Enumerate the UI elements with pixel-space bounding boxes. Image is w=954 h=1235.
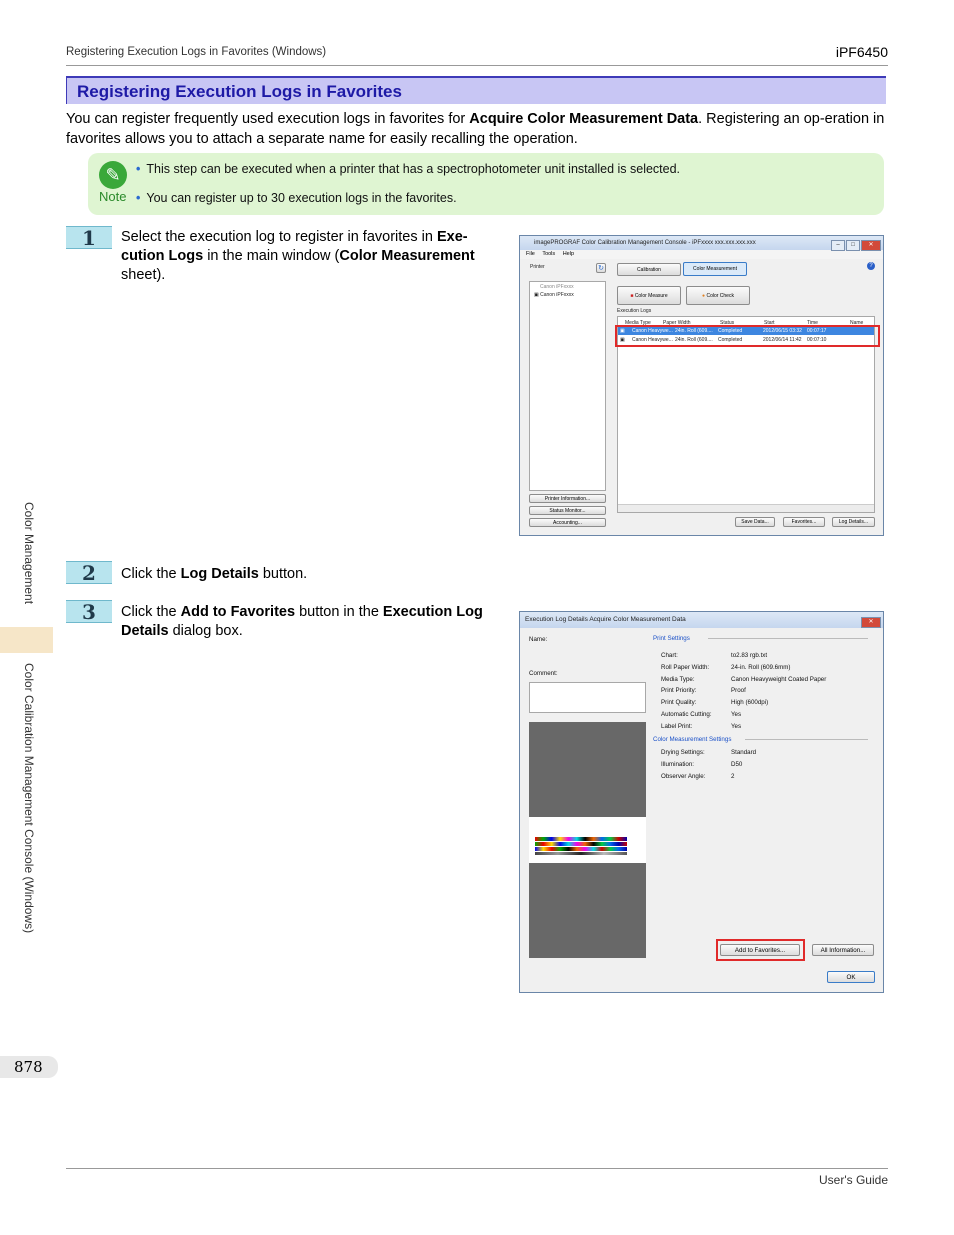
add-to-favorites-button[interactable]: Add to Favorites... — [720, 944, 800, 956]
button-label: Color Measure — [634, 293, 668, 299]
cell: Completed — [718, 337, 743, 343]
printer-information-button[interactable]: Printer Information... — [529, 494, 606, 503]
color-measurement-settings-heading: Color Measurement Settings — [653, 736, 732, 743]
refresh-icon[interactable]: ↻ — [596, 263, 606, 273]
menu-bar — [520, 250, 883, 259]
header-rule — [66, 65, 888, 66]
pencil-icon: ✎ — [99, 161, 127, 189]
step-text-part: sheet). — [121, 267, 166, 283]
step-text-part: button. — [258, 566, 308, 582]
step-3-text — [121, 603, 503, 641]
color-check-icon: ● — [702, 293, 706, 299]
model-name: iPF6450 — [835, 44, 888, 60]
horizontal-scrollbar[interactable] — [618, 504, 874, 512]
setting-value: Standard — [731, 749, 757, 756]
dialog-title-bar — [520, 612, 883, 628]
cell: 00:07:17 — [807, 328, 827, 334]
window-controls — [860, 614, 881, 630]
footer-rule — [66, 1168, 888, 1169]
step-2-text — [121, 565, 503, 584]
setting-label: Chart: — [661, 652, 678, 659]
comment-field[interactable] — [529, 682, 646, 713]
log-details-dialog-screenshot — [519, 611, 884, 993]
color-strip — [535, 842, 627, 846]
printer-icon: ▣ — [534, 292, 539, 298]
setting-label: Label Print: — [661, 722, 693, 730]
minimize-icon[interactable]: – — [831, 240, 845, 251]
step-bold: Exe-cution Logs — [121, 229, 468, 264]
dialog-title: Execution Log Details Acquire Color Measurement Data — [525, 616, 686, 623]
tab-color-measurement[interactable]: Color Measurement — [683, 262, 747, 276]
print-settings-values — [731, 650, 826, 733]
preview-image-bottom — [529, 863, 646, 958]
cell: Canon Heavywe... — [632, 337, 673, 343]
cell: Completed — [718, 328, 743, 334]
color-settings-labels — [661, 747, 705, 782]
help-icon[interactable]: ? — [867, 262, 875, 270]
all-information-button[interactable]: All Information... — [812, 944, 874, 956]
note-item-text: You can register up to 30 execution logs in the favorites. — [146, 191, 457, 205]
column-header[interactable]: Name — [850, 320, 864, 326]
name-label: Name: — [529, 636, 548, 643]
setting-value: 24-in. Roll (609.6mm) — [731, 663, 791, 671]
window-title-bar — [520, 236, 883, 250]
note-item — [136, 162, 680, 176]
step-number: 3 — [66, 600, 112, 623]
color-measure-button[interactable] — [617, 286, 681, 305]
cell: 2012/06/14 11:42 — [763, 337, 802, 343]
setting-label: Print Priority: — [661, 687, 697, 695]
page-number: 878 — [0, 1056, 58, 1078]
setting-value: Proof — [731, 687, 746, 695]
ok-button[interactable]: OK — [827, 971, 875, 983]
execution-logs-label: Execution Logs — [617, 308, 652, 314]
cell: 24in. Roll (609.... — [675, 337, 713, 343]
window-controls — [830, 238, 881, 252]
sidebar-section: Color Calibration Management Console (Windows) — [22, 663, 36, 934]
running-header: Registering Execution Logs in Favorites (Windows) — [66, 46, 327, 58]
cell: Canon Heavywe... — [632, 328, 673, 334]
setting-value: to2.83 rgb.txt — [731, 652, 768, 659]
step-bold: Log Details — [180, 566, 259, 582]
step-bold: Add to Favorites — [180, 604, 296, 620]
note-item-text: This step can be executed when a printer that has a spectrophotometer unit installed is selected. — [146, 162, 681, 176]
intro-text-2: . Registering an op-eration in favorites allows you to attach a separate name for easily recalling the operation. — [66, 111, 885, 147]
color-strip — [535, 837, 627, 841]
setting-value: 2 — [731, 772, 735, 780]
color-chart-preview — [529, 817, 646, 863]
setting-label: Media Type: — [661, 675, 695, 683]
step-text-part: Click the — [121, 566, 181, 582]
setting-label: Observer Angle: — [661, 772, 706, 780]
setting-value: Yes — [731, 722, 742, 730]
step-text-part: Select the execution log to register in favorites in — [121, 229, 437, 245]
setting-label: Automatic Cutting: — [661, 710, 712, 718]
printer-icon: ▣ — [620, 337, 625, 343]
tab-calibration[interactable]: Calibration — [617, 263, 681, 276]
column-header[interactable]: Paper Width — [663, 320, 691, 326]
column-header[interactable]: Media Type — [625, 320, 651, 326]
setting-label: Print Quality: — [661, 699, 697, 707]
color-check-button[interactable] — [686, 286, 750, 305]
section-title: Registering Execution Logs in Favorites — [77, 82, 402, 101]
preview-image-top — [529, 722, 646, 817]
save-data-button[interactable]: Save Data... — [735, 517, 775, 527]
red-highlight-box — [716, 939, 805, 961]
favorites-button[interactable]: Favorites... — [783, 517, 825, 527]
maximize-icon[interactable]: □ — [846, 240, 860, 251]
menu-file[interactable]: File — [526, 251, 535, 257]
color-settings-values — [731, 747, 756, 782]
log-details-button[interactable]: Log Details... — [832, 517, 875, 527]
printer-tree — [529, 281, 606, 491]
group-divider — [708, 638, 868, 639]
step-text-part: Click the — [121, 604, 181, 620]
group-divider — [745, 739, 868, 740]
accounting-button[interactable]: Accounting... — [529, 518, 606, 527]
button-label: Color Check — [706, 293, 734, 299]
tree-item[interactable] — [530, 292, 605, 298]
close-icon[interactable]: ✕ — [861, 617, 881, 628]
status-monitor-button[interactable]: Status Monitor... — [529, 506, 606, 515]
column-header[interactable]: Time — [807, 320, 818, 326]
step-bold: Execution Log Details — [121, 604, 483, 639]
color-strip — [535, 852, 627, 855]
setting-label: Drying Settings: — [661, 749, 705, 756]
cell: 00:07:10 — [807, 337, 827, 343]
bullet-icon: • — [136, 191, 141, 205]
setting-label: Illumination: — [661, 760, 695, 768]
print-settings-labels — [661, 650, 712, 733]
close-icon[interactable]: ✕ — [861, 240, 881, 251]
menu-tools[interactable]: Tools — [542, 251, 556, 257]
sidebar-tab-marker — [0, 627, 53, 653]
step-bold: Color Measurement — [339, 248, 475, 264]
setting-value: High (600dpi) — [731, 699, 769, 707]
setting-label: Roll Paper Width: — [661, 663, 710, 671]
printer-icon: ▣ — [620, 328, 625, 334]
column-header[interactable]: Status — [720, 320, 735, 326]
footer-guide-name: User's Guide — [819, 1173, 888, 1187]
sidebar-chapter: Color Management — [22, 502, 36, 605]
setting-value: Canon Heavyweight Coated Paper — [731, 675, 827, 683]
column-header[interactable]: Start — [764, 320, 775, 326]
note-item — [136, 191, 457, 205]
step-text-part: in the main window ( — [203, 248, 340, 264]
setting-value: D50 — [731, 760, 743, 768]
comment-label: Comment: — [529, 670, 558, 677]
main-window-screenshot — [519, 235, 884, 536]
red-highlight-box — [615, 325, 880, 347]
bullet-icon: • — [136, 162, 141, 176]
window-title: imagePROGRAF Color Calibration Management Console - iPFxxxx xxx.xxx.xxx.xxx — [534, 240, 756, 246]
setting-value: Yes — [731, 710, 742, 718]
step-1-text — [121, 228, 503, 285]
printer-label: Printer — [530, 264, 545, 270]
intro-bold: Acquire Color Measurement Data — [469, 111, 699, 127]
menu-help[interactable]: Help — [562, 251, 574, 257]
cell: 2012/06/15 03:32 — [763, 328, 802, 334]
print-settings-heading: Print Settings — [653, 635, 690, 642]
intro-paragraph — [66, 109, 888, 149]
step-text-part: button in the — [295, 604, 383, 620]
step-number: 2 — [66, 561, 112, 584]
intro-text-1: You can register frequently used execution logs in favorites for — [66, 111, 470, 127]
color-measure-icon: ■ — [630, 293, 634, 299]
tree-item[interactable]: Canon iPFxxxx — [540, 284, 574, 290]
step-text-part: dialog box. — [168, 623, 243, 639]
note-label: Note — [99, 189, 127, 204]
color-strip — [535, 847, 627, 851]
step-number: 1 — [66, 226, 112, 249]
tree-item-label: Canon iPFxxxx — [540, 292, 574, 298]
cell: 24in. Roll (609.... — [675, 328, 713, 334]
